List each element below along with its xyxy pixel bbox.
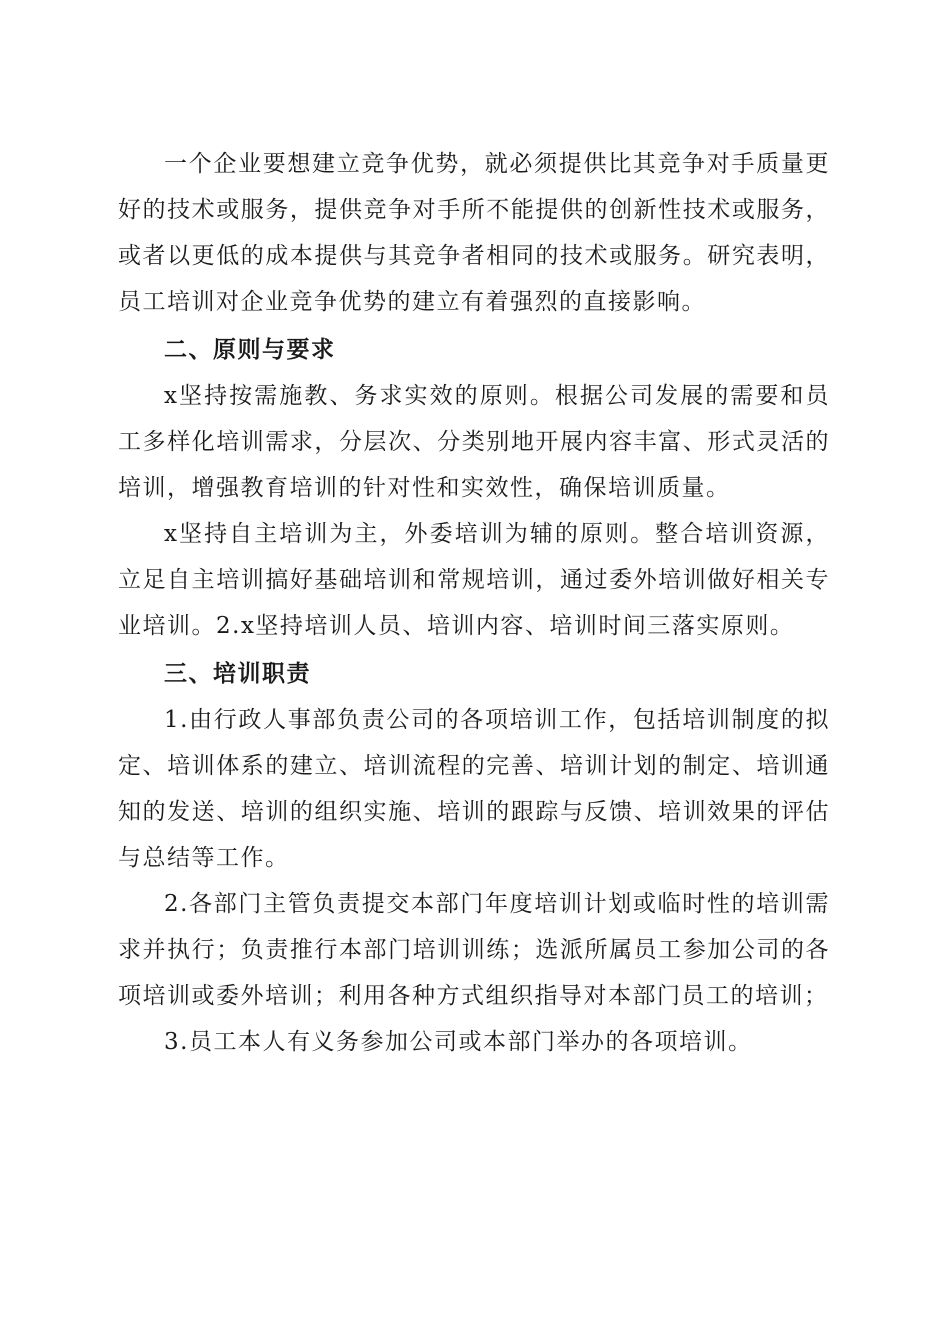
document-body <box>118 141 830 1065</box>
section-heading-responsibilities: 三、培训职责 <box>164 661 311 687</box>
responsibility-paragraph-3: 3.员工本人有义务参加公司或本部门举办的各项培训。 <box>164 1029 753 1055</box>
responsibility-paragraph-1: 1.由行政人事部负责公司的各项培训工作，包括培训制度的拟定、培训体系的建立、培训流程的完善、培训计划的制定、培训通知的发送、培训的组织实施、培训的跟踪与反馈、培训效果的评估与总结等工作。 <box>118 707 830 871</box>
intro-paragraph: 一个企业要想建立竞争优势，就必须提供比其竞争对手质量更好的技术或服务，提供竞争对手所不能提供的创新性技术或服务，或者以更低的成本提供与其竞争者相同的技术或服务。研究表明，员工培训对企业竞争优势的建立有着强烈的直接影响。 <box>118 151 830 315</box>
principle-paragraph-1: x坚持按需施教、务求实效的原则。根据公司发展的需要和员工多样化培训需求，分层次、分类别地开展内容丰富、形式灵活的培训，增强教育培训的针对性和实效性，确保培训质量。 <box>118 383 830 501</box>
section-heading-principles: 二、原则与要求 <box>164 337 336 363</box>
principle-paragraph-2: x坚持自主培训为主，外委培训为辅的原则。整合培训资源，立足自主培训搞好基础培训和常规培训，通过委外培训做好相关专业培训。2.x坚持培训人员、培训内容、培训时间三落实原则。 <box>118 521 830 639</box>
responsibility-paragraph-2: 2.各部门主管负责提交本部门年度培训计划或临时性的培训需求并执行；负责推行本部门培训训练；选派所属员工参加公司的各项培训或委外培训；利用各种方式组织指导对本部门员工的培训； <box>118 891 830 1009</box>
